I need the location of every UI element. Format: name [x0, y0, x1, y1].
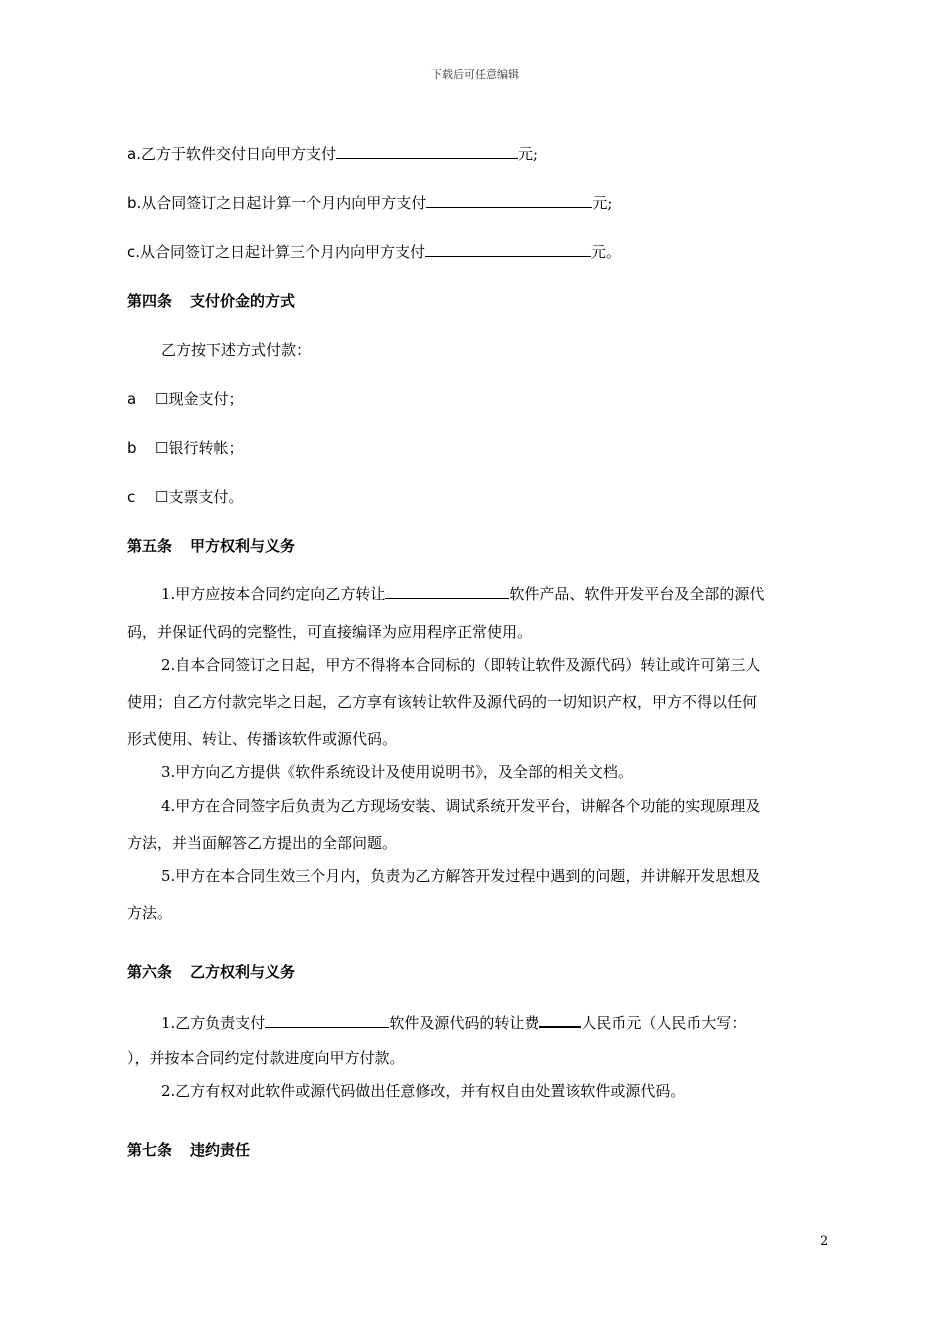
- checkbox-icon[interactable]: ☐: [155, 488, 169, 506]
- article-6-para-2: 2.乙方有权对此软件或源代码做出任意修改，并有权自由处置该软件或源代码。: [161, 1082, 686, 1100]
- page-number: 2: [820, 1234, 829, 1249]
- blank-field: [425, 242, 591, 257]
- page-header: 下载后可任意编辑: [431, 68, 519, 81]
- payment-option-cash: a ☐现金支付；: [127, 390, 244, 408]
- article-5-para-2-line-1: 2.自本合同签订之日起，甲方不得将本合同标的（即转让软件及源代码）转让或许可第三人: [161, 656, 761, 674]
- article-4-intro: 乙方按下述方式付款：: [161, 341, 312, 359]
- blank-field: [265, 1013, 389, 1028]
- payment-line-a: a.乙方于软件交付日向甲方支付 元;: [127, 145, 539, 163]
- blank-field: [539, 1012, 581, 1028]
- article-5-para-1-line-2: 码，并保证代码的完整性，可直接编译为应用程序正常使用。: [127, 623, 533, 641]
- article-6-title: 第六条 乙方权利与义务: [127, 963, 296, 981]
- payment-line-c: c.从合同签订之日起计算三个月内向甲方支付 元。: [127, 243, 622, 261]
- article-5-para-5-line-2: 方法。: [127, 904, 173, 922]
- article-5-para-2-line-2: 使用；自乙方付款完毕之日起，乙方享有该转让软件及源代码的一切知识产权，甲方不得以任何: [127, 693, 758, 711]
- article-5-para-2-line-3: 形式使用、转让、传播该软件或源代码。: [127, 730, 398, 748]
- checkbox-icon[interactable]: ☐: [155, 439, 169, 457]
- article-5-para-4-line-2: 方法，并当面解答乙方提出的全部问题。: [127, 834, 398, 852]
- blank-field: [426, 193, 592, 208]
- article-6-para-1-line-1: 1.乙方负责支付 软件及源代码的转让费 人民币元（人民币大写：: [161, 1014, 747, 1032]
- article-4-title: 第四条 支付价金的方式: [127, 292, 296, 310]
- article-7-title: 第七条 违约责任: [127, 1141, 251, 1159]
- blank-field: [336, 144, 518, 159]
- payment-option-bank: b ☐银行转帐；: [127, 439, 244, 457]
- article-5-para-4-line-1: 4.甲方在合同签字后负责为乙方现场安装、调试系统开发平台，讲解各个功能的实现原理及: [161, 797, 761, 815]
- article-5-para-5-line-1: 5.甲方在本合同生效三个月内，负责为乙方解答开发过程中遇到的问题，并讲解开发思想及: [161, 867, 761, 885]
- payment-option-cheque: c ☐支票支付。: [127, 488, 244, 506]
- payment-line-b: b.从合同签订之日起计算一个月内向甲方支付 元;: [127, 194, 613, 212]
- article-6-para-1-line-2: ），并按本合同约定付款进度向甲方付款。: [127, 1049, 405, 1067]
- article-5-para-1-line-1: 1.甲方应按本合同约定向乙方转让 软件产品、软件开发平台及全部的源代: [161, 585, 765, 603]
- checkbox-icon[interactable]: ☐: [155, 390, 169, 408]
- article-5-title: 第五条 甲方权利与义务: [127, 537, 296, 555]
- blank-field: [385, 584, 509, 599]
- article-5-para-3: 3.甲方向乙方提供《软件系统设计及使用说明书》，及全部的相关文档。: [161, 763, 633, 781]
